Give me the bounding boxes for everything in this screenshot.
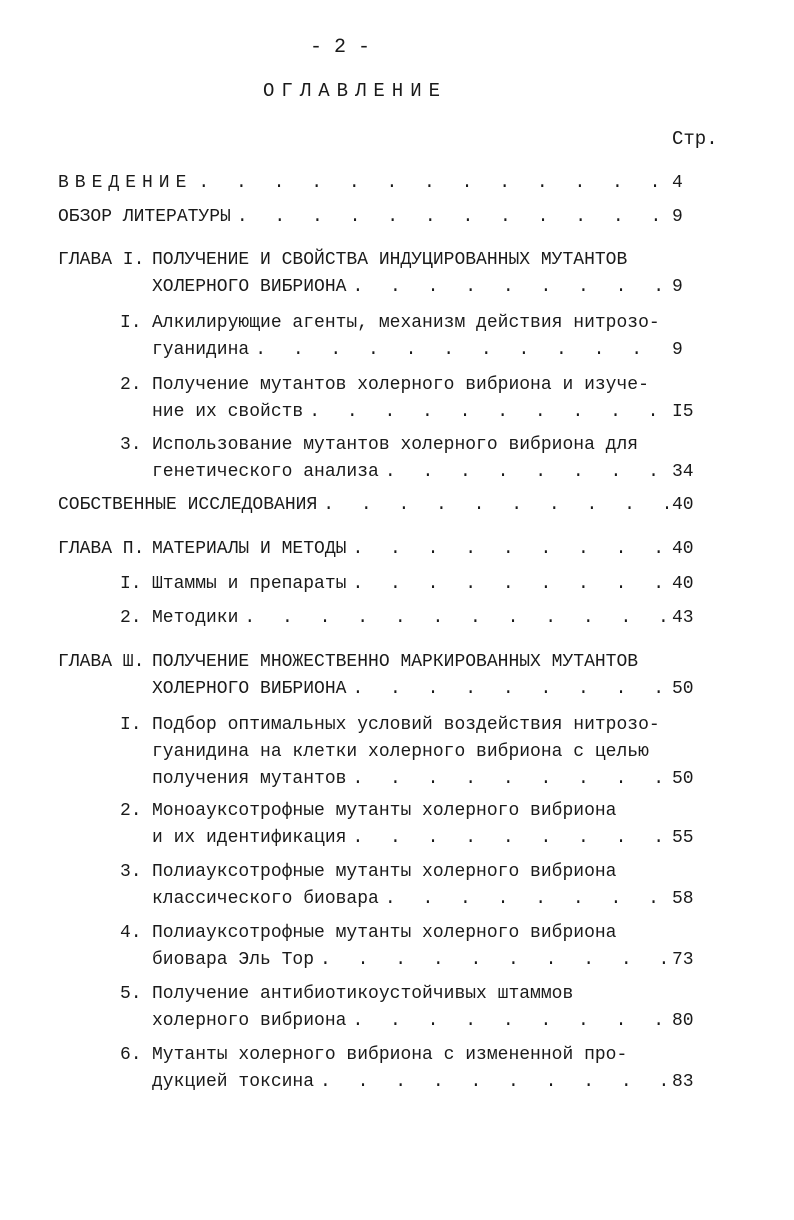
toc-entry-number: 6. [120,1045,142,1065]
toc-entry-title: ОБЗОР ЛИТЕРАТУРЫ [58,207,231,227]
toc-entry-title: ПОЛУЧЕНИЕ И СВОЙСТВА ИНДУЦИРОВАННЫХ МУТАНТОВ [152,250,628,270]
toc-entry-leader-line [152,399,668,425]
toc-entry-leader-line [152,766,668,792]
dot-leader [379,886,668,912]
toc-entry-leader-line [152,1069,668,1095]
dot-leader [303,399,668,425]
toc-entry-number: 5. [120,984,142,1004]
dot-leader [346,676,668,702]
toc-entry-page: 9 [672,207,683,227]
toc-entry-title: Полиауксотрофные мутанты холерного вибриона [152,862,617,882]
toc-entry-number: I. [120,313,142,333]
toc-entry-page: 34 [672,462,694,482]
toc-entry-leader-line [152,1008,668,1034]
toc-entry-page: 50 [672,679,694,699]
toc-entry-page: 55 [672,828,694,848]
toc-entry-page: 40 [672,495,694,515]
toc-entry-title: получения мутантов [152,769,347,789]
dot-leader [314,1069,668,1095]
toc-entry-leader-line [152,337,668,363]
toc-entry-leader-line [152,274,668,300]
toc-entry-leader-line [152,676,668,702]
toc-entry-title: биовара Эль Тор [152,950,315,970]
toc-entry-number: ГЛАВА П. [58,539,145,559]
page-number: - 2 - [309,36,370,59]
toc-entry-title: холерного вибриона [152,1011,347,1031]
toc-entry-title: МАТЕРИАЛЫ И МЕТОДЫ [152,539,347,559]
toc-entry-leader-line [58,170,668,196]
toc-entry-title: генетического анализа [152,462,379,482]
toc-entry-title: ХОЛЕРНОГО ВИБРИОНА [152,679,347,699]
toc-entry-title: ВВЕДЕНИЕ [58,173,193,193]
toc-entry-title: дукцией токсина [152,1072,315,1092]
toc-entry-number: 3. [120,862,142,882]
dot-leader [346,571,668,597]
toc-entry-page: 80 [672,1011,694,1031]
dot-leader [192,170,668,196]
toc-entry-title: Получение мутантов холерного вибриона и изуче- [152,375,649,395]
dot-leader [317,492,668,518]
toc-entry-title: Моноауксотрофные мутанты холерного вибриона [152,801,617,821]
toc-entry-leader-line [58,492,668,518]
toc-entry-title: Подбор оптимальных условий воздействия нитрозо- [152,715,660,735]
toc-entry-page: 4 [672,173,683,193]
toc-entry-page: 43 [672,608,694,628]
toc-entry-number: 2. [120,801,142,821]
toc-entry-title: Методики [152,608,239,628]
toc-entry-title: Штаммы и препараты [152,574,347,594]
toc-entry-leader-line [58,204,668,230]
toc-entry-title: Получение антибиотикоустойчивых штаммов [152,984,574,1004]
toc-entry-page: 58 [672,889,694,909]
toc-entry-leader-line [152,886,668,912]
toc-entry-page: 40 [672,539,694,559]
toc-entry-leader-line [152,605,668,631]
toc-heading: ОГЛАВЛЕНИЕ [262,80,448,102]
toc-entry-title: Алкилирующие агенты, механизм действия нитрозо- [152,313,660,333]
toc-entry-title: гуанидина [152,340,250,360]
toc-entry-title: ние их свойств [152,402,304,422]
toc-entry-number: 4. [120,923,142,943]
toc-entry-page: 73 [672,950,694,970]
toc-entry-number: ГЛАВА I. [58,250,145,270]
page-column-label: Стр. [672,128,718,150]
dot-leader [231,204,668,230]
dot-leader [346,1008,668,1034]
dot-leader [238,605,668,631]
toc-entry-leader-line [152,536,668,562]
toc-entry-page: I5 [672,402,694,422]
toc-entry-number: ГЛАВА Ш. [58,652,145,672]
dot-leader [249,337,668,363]
toc-entry-title: Использование мутантов холерного вибриона для [152,435,639,455]
toc-entry-title: Мутанты холерного вибриона с измененной про- [152,1045,628,1065]
toc-entry-number: 2. [120,375,142,395]
toc-entry-page: 50 [672,769,694,789]
toc-entry-title: гуанидина на клетки холерного вибриона с целью [152,742,649,762]
toc-entry-page: 9 [672,340,683,360]
toc-entry-title: ПОЛУЧЕНИЕ МНОЖЕСТВЕННО МАРКИРОВАННЫХ МУТАНТОВ [152,652,639,672]
toc-entry-leader-line [152,947,668,973]
toc-entry-title: ХОЛЕРНОГО ВИБРИОНА [152,277,347,297]
toc-entry-page: 83 [672,1072,694,1092]
toc-entry-number: 3. [120,435,142,455]
toc-entry-title: и их идентификация [152,828,347,848]
dot-leader [346,766,668,792]
toc-entry-title: СОБСТВЕННЫЕ ИССЛЕДОВАНИЯ [58,495,318,515]
dot-leader [346,536,668,562]
toc-entry-title: Полиауксотрофные мутанты холерного вибриона [152,923,617,943]
toc-entry-title: классического биовара [152,889,379,909]
dot-leader [346,274,668,300]
toc-entry-leader-line [152,825,668,851]
dot-leader [314,947,668,973]
toc-entry-number: 2. [120,608,142,628]
toc-entry-number: I. [120,715,142,735]
toc-entry-page: 40 [672,574,694,594]
toc-entry-leader-line [152,571,668,597]
dot-leader [379,459,668,485]
toc-entry-leader-line [152,459,668,485]
toc-entry-number: I. [120,574,142,594]
toc-entry-page: 9 [672,277,683,297]
dot-leader [346,825,668,851]
